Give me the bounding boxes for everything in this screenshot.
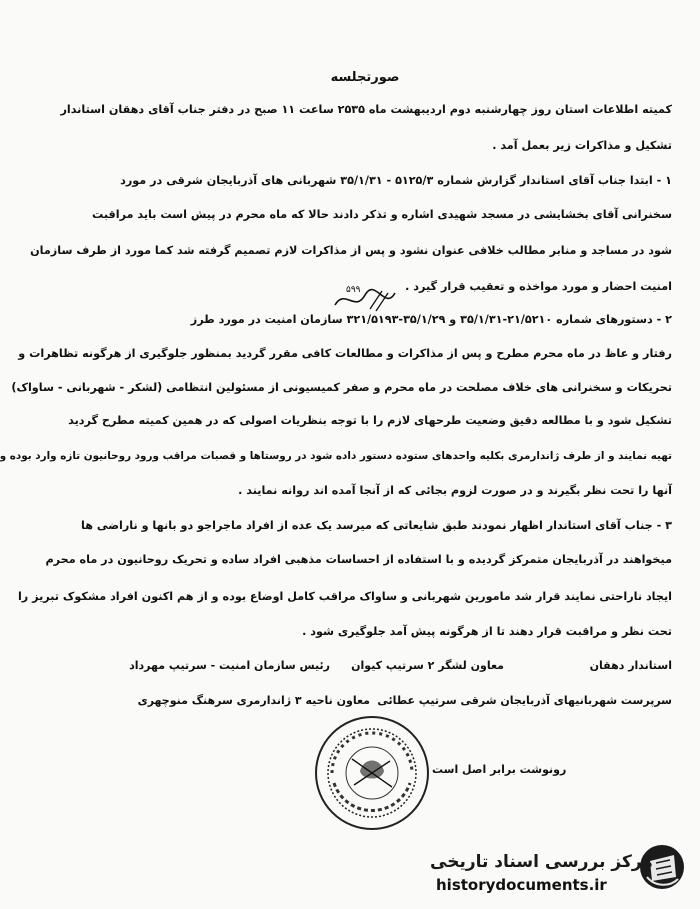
text-line: تهیه نمایند و از طرف ژاندارمری بکلیه واحدهای ستوده دستور داده شود در روستاها و قصبات مراقب ورود روحانیون تازه وارد بوده و xyxy=(0,450,672,462)
handwritten-annotation xyxy=(330,283,425,319)
text-line: شود در مساجد و منابر مطالب خلافی عنوان نشود و پس از مذاکرات لازم تصمیم گرفته شد کما مورد از طرف سازمان xyxy=(30,244,672,257)
text-line: سخنرانی آقای بخشایشی در مسجد شهیدی اشاره و تذکر دادند حالا که ماه محرم در پیش است باید مراقبت xyxy=(92,208,672,221)
signatory-gendarmerie: معاون ناحیه ۳ ژاندارمری سرهنگ منوچهری xyxy=(137,694,370,707)
signatory-division: معاون لشگر ۲ سرتیپ کیوان xyxy=(351,659,504,672)
copy-attestation: رونوشت برابر اصل است xyxy=(432,763,567,776)
text-line: آنها را تحت نظر بگیرند و در صورت لزوم بجائی که از آنجا آمده اند روانه نمایند . xyxy=(238,484,672,497)
text-line: تحریکات و سخنرانی های خلاف مصلحت در ماه محرم و صفر کمیسیونی از مسئولین انتظامی (لشکر - شهربانی - ساواک) xyxy=(11,381,672,394)
text-line: ایجاد ناراحتی نمایند قرار شد مامورین شهربانی و ساواک مراقب کامل اوضاع بوده و از هم اکنون افراد مشکوک تبریز را xyxy=(17,590,672,603)
handwritten-number: ۵۹۹ xyxy=(346,285,361,295)
text-line: میخواهند در آذربایجان متمرکز گردیده و با استفاده از احساسات مذهبی افراد ساده و تحریک روحانیون در ماه محرم xyxy=(45,553,672,566)
text-line: رفتار و عاظ در ماه محرم مطرح و پس از مذاکرات و مطالعات کافی مقرر گردید بمنظور جلوگیری از هرگونه تظاهرات و xyxy=(18,347,672,360)
document-title: صورتجلسه xyxy=(330,70,400,85)
signatory-police: سرپرست شهربانیهای آذربایجان شرقی سرتیپ عطائی xyxy=(377,694,672,707)
official-seal xyxy=(312,713,432,833)
text-line: کمیته اطلاعات استان روز چهارشنبه دوم اردیبهشت ماه ۲۵۳۵ ساعت ۱۱ صبح در دفتر جناب آقای دهقان استاندار xyxy=(60,103,672,116)
text-line: تشکیل و مذاکرات زیر بعمل آمد . xyxy=(492,139,672,152)
watermark-url: historydocuments.ir xyxy=(436,876,607,894)
watermark-name: مرکز بررسی اسناد تاریخی xyxy=(430,852,653,872)
text-line: ۱ - ابتدا جناب آقای استاندار گزارش شماره ۵۱۲۵/۳ - ۳۵/۱/۳۱ شهربانی های آذربایجان شرقی در مورد xyxy=(120,174,672,187)
signatory-security: رئیس سازمان امنیت - سرتیپ مهرداد xyxy=(129,659,330,672)
text-line: ۲ - دستورهای شماره ۲۱/۵۲۱۰-۳۵/۱/۳۱ و ۳۵/۱/۲۹-۳۲۱/۵۱۹۳ سازمان امنیت در مورد طرز xyxy=(190,313,672,326)
text-line: ۳ - جناب آقای استاندار اظهار نمودند طبق شایعاتی که میرسد یک عده از افراد ماجراجو دو بانها و ناراضی ها xyxy=(81,519,672,532)
signatory-governor: استاندار دهقان xyxy=(589,659,672,672)
text-line: تشکیل شود و با مطالعه دقیق وضعیت طرحهای لازم را با توجه بنظریات اصولی که در همین کمیته مطرح گردید xyxy=(68,414,672,427)
text-line: امنیت احضار و مورد مواخذه و تعقیب قرار گیرد . xyxy=(405,280,672,293)
text-line: تحت نظر و مراقبت قرار دهند تا از هرگونه پیش آمد جلوگیری شود . xyxy=(302,625,672,638)
